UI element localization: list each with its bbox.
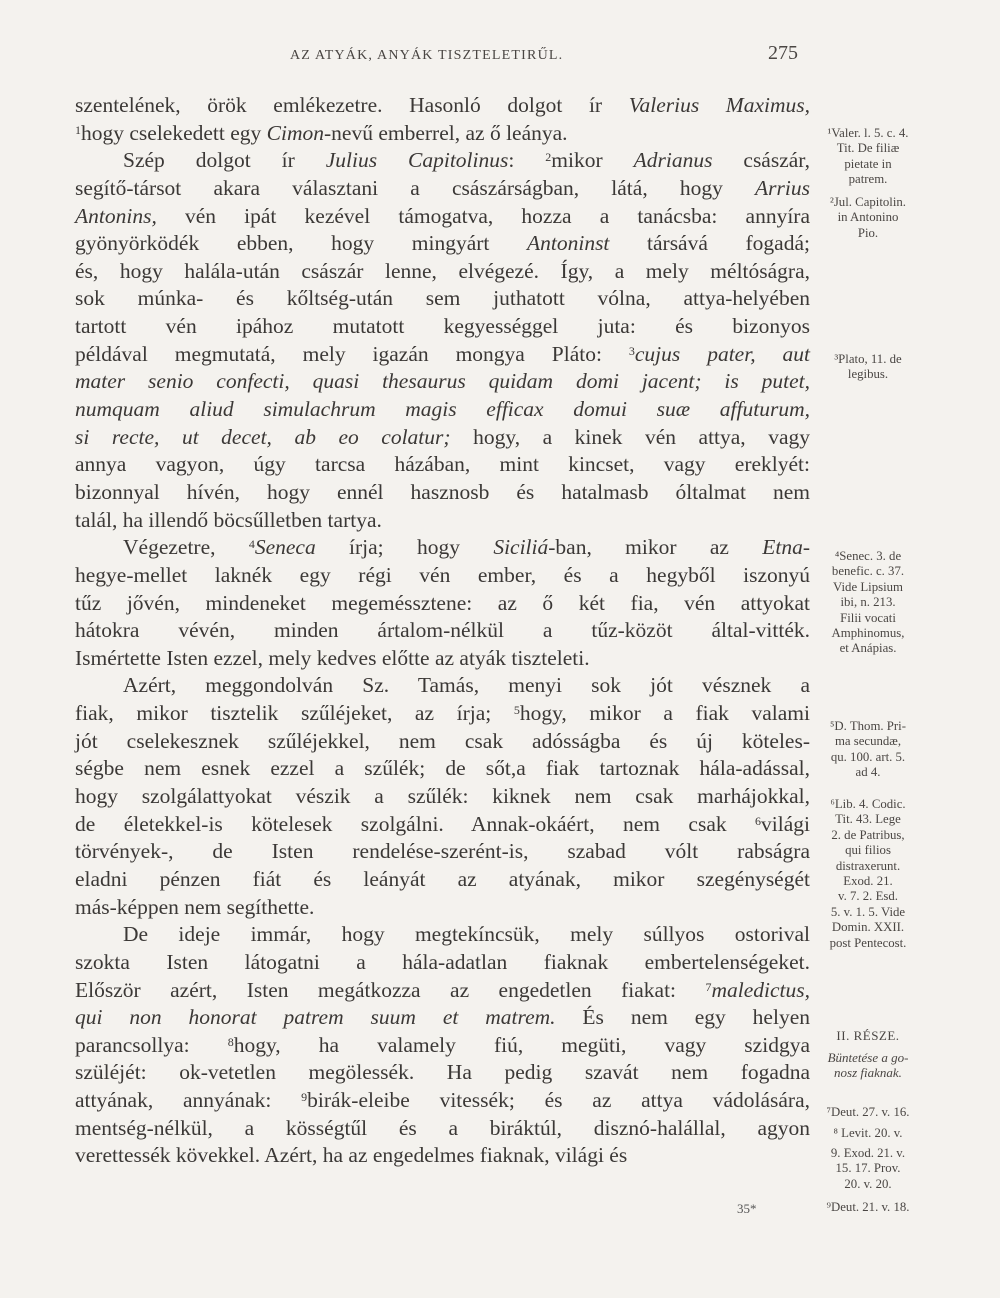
text-line [75,203,810,231]
text-line [75,783,810,811]
margin-note-line: pietate in [844,156,892,171]
text-run: eladni pénzen fiát és leányát az atyának, mikor szegénységét [75,866,810,891]
text-run: Cimon [266,120,325,145]
margin-note-line: ³Plato, 11. de [834,352,902,366]
text-run: Valerius Maximus, [628,93,811,117]
text-run: más-képpen nem segíthette. [75,894,315,919]
text-line [75,645,810,673]
text-line [75,1004,810,1032]
text-line [75,507,810,535]
margin-note-seneca [814,549,922,657]
text-line [75,258,810,286]
margin-note-line: benefic. c. 37. [831,564,905,579]
margin-note-line: 15. 17. Prov. [835,1161,901,1176]
text-line [75,866,810,894]
margin-note-line: ibi, n. 213. [840,595,896,610]
text-run: Siciliá [493,535,549,560]
margin-section-subtitle [814,1050,922,1081]
text-run: qui non honorat patrem suum et matrem. [75,1005,556,1030]
margin-note-codex [814,797,922,951]
text-run: si recte, ut decet, ab eo colatur; [75,424,451,449]
text-run: Julius Capitolinus [325,148,509,173]
text-run: törvények-, de Isten rendelése-szerént-is, szabad vólt rabságra [75,839,810,864]
text-run: mentség-nélkül, a kösségtűl és a biráktúl, disznó-halállal, agyon [75,1115,810,1140]
text-line [75,368,810,396]
margin-note-line: qu. 100. art. 5. [830,749,906,764]
margin-note-line: ⁶Lib. 4. Codic. [830,797,906,811]
text-run: Szép dolgot ír [123,148,326,173]
section-subtitle-line: Büntetése a go- [827,1050,909,1065]
text-run: Seneca [254,535,316,560]
text-line [75,230,810,258]
section-heading: II. RÉSZE. [836,1028,900,1043]
text-run: hogy, ha valamely fiú, megüti, vagy szidgya [233,1032,810,1057]
margin-note-line: Filii vocati [840,610,896,625]
text-line [75,479,810,507]
margin-note-line: qui filios [845,843,891,858]
text-run: : [508,148,546,173]
margin-note-thomas [814,719,922,781]
text-run: Először azért, Isten megátkozza az engedetlen fiakat: [75,977,706,1002]
margin-note-line: in Antonino [837,210,899,225]
margin-note-line: ⁷Deut. 27. v. 16. [826,1105,910,1119]
text-run: Arrius [755,175,810,200]
text-line [75,617,810,645]
running-head: AZ ATYÁK, ANYÁK TISZTELETIRŰL. [290,48,564,63]
text-line [75,424,810,452]
text-run: szokta Isten látogatni a hála-adatlan fiaknak embertelenségeket. [75,949,810,974]
text-line [75,562,810,590]
text-run: Végezetre, [123,535,249,560]
margin-note-line: Tit. 43. Lege [835,812,901,827]
margin-note-line: Exod. 21. [843,874,893,889]
text-run: hogy szolgálattyokat vészik a szűlék: kiknek nem csak marhájokkal, [75,784,810,809]
text-run: De ideje immár, hogy megtekíncsük, mely súllyos ostorival [123,922,810,947]
margin-note-plato [814,352,922,383]
footnote-marker: 2 [545,150,552,165]
page-number: 275 [768,42,798,64]
text-run: numquam aliud simulachrum magis efficax domui suæ affuturum, [75,397,810,422]
text-run: Ismértette Isten ezzel, mely kedves előtte az atyák tiszteleti. [75,645,590,670]
text-run: birák-eleibe vitessék; és az attya vádolására, [307,1088,810,1113]
margin-note-capitolinus [814,195,922,241]
text-run: hegye-mellet laknék egy régi vén ember, és a hegyből iszonyú [75,562,810,587]
text-line [75,92,810,120]
margin-note-line: Vide Lipsium [833,579,903,594]
margin-note-line: ⁹Deut. 21. v. 18. [826,1200,910,1214]
text-run: jót cselekesznek szűléjekkel, nem csak adósságba és új köteles- [75,728,810,753]
text-run: -nevű emberrel, az ő leánya. [324,120,568,145]
margin-note-line: Tit. De filiæ [836,141,900,156]
margin-note-line: ¹Valer. l. 5. c. 4. [827,126,909,140]
margin-note-line: 20. v. 20. [844,1176,892,1191]
text-run: és, hogy halála-után császár lenne, elvégezé. Így, a mely méltóságra, [75,258,810,283]
text-run: vén ipát kezével támogatva, hozza a tanácsba: annyíra [156,203,810,228]
text-line [75,894,810,922]
margin-section-heading [814,1028,922,1043]
footnote-marker: 6 [755,813,762,828]
footnote-marker: 5 [513,703,520,718]
text-run: ségbe nem esnek ezzel a szűlék; de sőt,a fiak tartoznak hála-adással, [75,756,810,781]
text-line [75,977,810,1005]
signature-mark: 35* [737,1201,757,1216]
margin-note-line: Amphinomus, [831,626,905,641]
text-run: sok múnka- és kőltség-után sem juthatott vólna, attya-helyében [75,286,810,311]
text-line [75,755,810,783]
margin-note-line: ²Jul. Capitolin. [829,195,906,209]
text-run: világi [761,811,810,836]
text-run: attyának, annyának: [75,1088,302,1113]
text-run: mikor [551,148,634,173]
text-run: szentelének, örök emlékezetre. Hasonló dolgot ír [75,93,629,117]
text-line [75,728,810,756]
margin-note-valerius [814,126,922,188]
text-line [75,700,810,728]
text-run: de életekkel-is kötelesek szolgálni. Annak-okáért, nem csak [75,811,756,836]
footnote-marker: 8 [227,1034,234,1049]
text-run: példával megmutatá, mely igazán mongya Pláto: [75,341,629,366]
margin-note-exod [814,1146,922,1192]
margin-note-line: distraxerunt. [835,858,901,873]
margin-note-levit [814,1126,922,1141]
margin-note-line: 5. v. 1. 5. Vide [830,904,906,919]
text-line [75,396,810,424]
text-line [75,1087,810,1115]
margin-note-line: patrem. [848,172,888,187]
text-run: segítő-társot akara választani a császárságban, látá, hogy [75,175,756,200]
margin-note-line: ⁸ Levit. 20. v. [833,1126,903,1140]
text-run: hogy cselekedett egy [81,120,267,145]
body-text [75,92,810,1170]
footnote-marker: 9 [301,1090,308,1105]
text-line [75,451,810,479]
text-run: hogy, mikor a fiak valami [519,701,810,726]
text-run: társává fogadá; [609,231,810,256]
footnote-marker: 4 [248,537,255,552]
margin-note-line: Domin. XXII. [831,920,905,935]
page-header [0,40,1000,70]
margin-note-line: ad 4. [855,765,881,780]
margin-note-line: Pio. [857,225,879,240]
text-run: annya vagyon, úgy tarcsa házában, mint kincset, vagy ereklyét: [75,452,810,477]
text-run: fiak, mikor tisztelik szűléjeket, az írja; [75,701,514,726]
margin-note-deut [814,1105,922,1120]
text-run: Adrianus [633,148,713,173]
margin-note-deut-21 [814,1200,922,1215]
text-line [75,313,810,341]
margin-note-line: post Pentecost. [829,935,907,950]
margin-note-line: et Anápias. [839,641,897,656]
text-run: És nem egy helyen [555,1005,810,1030]
text-run: verettessék kövekkel. Azért, ha az engedelmes fiaknak, világi és [75,1143,628,1168]
text-run: hátokra vévén, minden ártalom-nélkül a tűz-közöt által-vitték. [75,618,810,643]
text-line [75,811,810,839]
footnote-marker: 7 [705,979,712,994]
text-run: Azért, meggondolván Sz. Tamás, menyi sok jót vésznek a [123,673,810,698]
text-run: gyönyörködék ebben, hogy mingyárt [75,231,527,256]
margin-note-line: v. 7. 2. Esd. [838,889,898,904]
text-line [75,147,810,175]
margin-note-line: 9. Exod. 21. v. [830,1146,906,1160]
section-subtitle-line: nosz fiaknak. [834,1065,902,1081]
text-line [75,120,810,148]
text-run: Antonins, [75,203,157,228]
text-run: cujus pater, aut [634,341,811,366]
text-run: parancsollya: [75,1032,228,1057]
text-line [75,921,810,949]
text-line [75,1115,810,1143]
text-line [75,341,810,369]
text-run: -ban, mikor az [548,535,763,560]
text-run: mater senio confecti, quasi thesaurus quidam domi jacent; is putet, [75,369,810,394]
margin-note-line: ⁵D. Thom. Pri- [829,719,907,733]
text-line [75,1142,810,1170]
text-run: császár, [712,148,810,173]
text-run: hogy, a kinek vén attya, vagy [450,424,810,449]
margin-note-line: ma secundæ, [834,734,902,749]
text-line [75,590,810,618]
text-run: Etna- [762,535,811,560]
text-run: írja; hogy [315,535,494,560]
text-line [75,838,810,866]
text-line [75,285,810,313]
text-run: szüléjét: ok-vetetlen megölessék. Ha pedig szavát nem fogadna [75,1060,810,1085]
text-run: maledictus, [711,977,810,1002]
margin-note-line: legibus. [847,367,889,382]
text-run: tűz jővén, mindeneket megeméssztene: az ő két fia, vén attyokat [75,590,810,615]
margin-note-line: 2. de Patribus, [831,827,905,842]
text-run: tartott vén ipához mutatott kegyességgel juta: és bizonyos [75,314,810,339]
text-run: bizonnyal hívén, hogy ennél hasznosb és hatalmasb óltalmat nem [75,479,810,504]
text-line [75,534,810,562]
text-line [75,949,810,977]
text-line [75,1059,810,1087]
text-run: Antoninst [526,231,610,256]
margin-note-line: ⁴Senec. 3. de [834,549,902,563]
footnote-marker: 3 [628,343,635,358]
text-line [75,1032,810,1060]
text-line [75,175,810,203]
footnote-marker: 1 [75,122,81,137]
text-line [75,672,810,700]
text-run: talál, ha illendő böcsűlletben tartya. [75,507,382,532]
